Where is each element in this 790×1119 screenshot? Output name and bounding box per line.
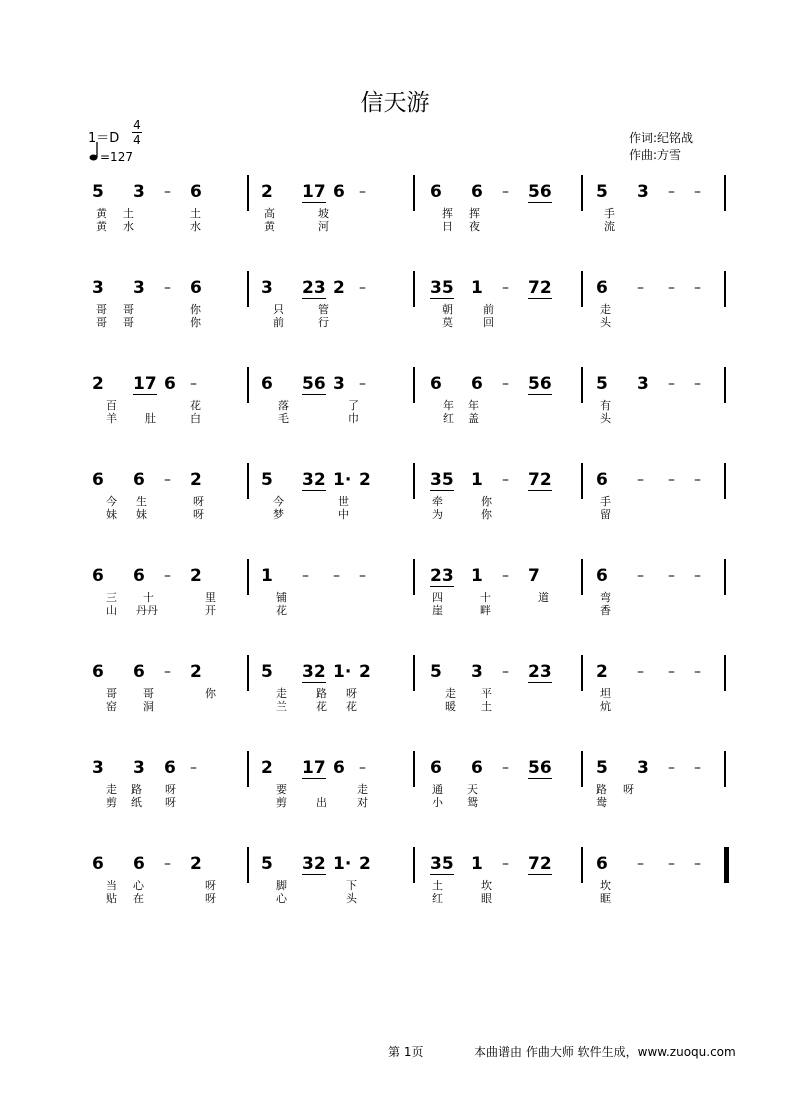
duration-dash: –	[668, 376, 675, 392]
note: 17	[302, 758, 326, 778]
lyric-syllable: 挥	[442, 207, 453, 220]
note: 6	[133, 470, 145, 490]
note: 32	[302, 854, 326, 874]
lyric-syllable: 落	[278, 399, 289, 412]
note: 6	[471, 758, 483, 778]
slur-layer	[0, 659, 790, 689]
note: 2	[190, 854, 202, 874]
lyric-syllable: 出	[316, 796, 327, 809]
lyric-syllable: 走	[445, 687, 456, 700]
note: 5	[261, 662, 273, 682]
slur-layer	[0, 851, 790, 881]
lyric-syllable: 你	[481, 508, 492, 521]
note: 72	[528, 470, 552, 490]
lyric-syllable: 暖	[445, 700, 456, 713]
lyric-syllable: 呀	[346, 687, 357, 700]
note: 17	[302, 182, 326, 202]
note: 1	[471, 854, 483, 874]
lyric-syllable: 十	[143, 591, 154, 604]
note: 6	[190, 182, 202, 202]
note: 5	[92, 182, 104, 202]
note: 2	[596, 662, 608, 682]
note: 56	[528, 182, 552, 202]
note: 6	[333, 182, 345, 202]
duration-dash: –	[502, 280, 509, 296]
note: 3	[637, 182, 649, 202]
lyric-syllable: 眼	[481, 892, 492, 905]
lyric-syllable: 坎	[600, 879, 611, 892]
lyric-syllable: 平	[481, 687, 492, 700]
lyric-syllable: 丹丹	[136, 604, 158, 617]
duration-dash: –	[637, 568, 644, 584]
note: 72	[528, 278, 552, 298]
duration-dash: –	[359, 376, 366, 392]
duration-dash: –	[668, 184, 675, 200]
lyric-syllable: 心	[276, 892, 287, 905]
lyric-syllable: 弯	[600, 591, 611, 604]
note: 3	[133, 758, 145, 778]
lyric-syllable: 香	[600, 604, 611, 617]
lyric-syllable: 头	[346, 892, 357, 905]
lyric-syllable: 哥	[123, 316, 134, 329]
note: 6	[133, 854, 145, 874]
lyric-syllable: 巾	[348, 412, 359, 425]
lyric-syllable: 河	[318, 220, 329, 233]
lyric-syllable: 白	[190, 412, 201, 425]
key-signature: 1＝D	[88, 131, 120, 146]
duration-dash: –	[668, 568, 675, 584]
note: 5	[261, 470, 273, 490]
lyric-syllable: 黄	[96, 220, 107, 233]
lyric-syllable: 在	[133, 892, 144, 905]
quarter-note-icon	[88, 140, 102, 162]
lyric-syllable: 路	[316, 687, 327, 700]
lyric-syllable: 坎	[481, 879, 492, 892]
lyric-syllable: 呀	[205, 892, 216, 905]
duration-dash: –	[694, 376, 701, 392]
duration-dash: –	[694, 760, 701, 776]
duration-dash: –	[190, 760, 197, 776]
lyric-syllable: 崖	[432, 604, 443, 617]
lyric-syllable: 红	[443, 412, 454, 425]
note: 2	[359, 662, 371, 682]
lyric-syllable: 土	[481, 700, 492, 713]
note: 3	[133, 182, 145, 202]
lyric-syllable: 花	[346, 700, 357, 713]
lyric-syllable: 黄	[96, 207, 107, 220]
lyric-syllable: 路	[131, 783, 142, 796]
duration-dash: –	[502, 472, 509, 488]
lyric-syllable: 天	[467, 783, 478, 796]
lyric-syllable: 前	[273, 316, 284, 329]
note: 2	[190, 470, 202, 490]
duration-dash: –	[668, 664, 675, 680]
lyric-syllable: 畔	[480, 604, 491, 617]
lyric-syllable: 世	[338, 495, 349, 508]
lyric-syllable: 剪	[106, 796, 117, 809]
note: 7	[528, 566, 540, 586]
lyric-syllable: 今	[106, 495, 117, 508]
note: 6	[164, 374, 176, 394]
note: 6	[190, 278, 202, 298]
lyric-syllable: 肚	[145, 412, 156, 425]
note: 3	[92, 758, 104, 778]
duration-dash: –	[694, 184, 701, 200]
duration-dash: –	[359, 184, 366, 200]
lyric-syllable: 生	[136, 495, 147, 508]
lyric-syllable: 洞	[143, 700, 154, 713]
note: 23	[528, 662, 552, 682]
lyric-syllable: 盖	[468, 412, 479, 425]
note: 2	[359, 470, 371, 490]
duration-dash: –	[668, 280, 675, 296]
slur-layer	[0, 467, 790, 497]
lyric-syllable: 开	[205, 604, 216, 617]
duration-dash: –	[502, 184, 509, 200]
note: 6	[92, 566, 104, 586]
note: 3	[637, 374, 649, 394]
lyric-syllable: 行	[318, 316, 329, 329]
lyric-syllable: 呀	[193, 508, 204, 521]
note: 23	[302, 278, 326, 298]
lyric-syllable: 山	[106, 604, 117, 617]
slur-layer	[0, 563, 790, 593]
duration-dash: –	[694, 280, 701, 296]
lyric-syllable: 窑	[106, 700, 117, 713]
lyric-syllable: 毛	[278, 412, 289, 425]
lyric-syllable: 莫	[442, 316, 453, 329]
lyric-syllable: 你	[190, 303, 201, 316]
note: 6	[261, 374, 273, 394]
lyric-syllable: 今	[273, 495, 284, 508]
note: 6	[471, 182, 483, 202]
lyric-syllable: 黄	[264, 220, 275, 233]
note: 6	[164, 758, 176, 778]
note: 35	[430, 278, 454, 298]
note: 1	[471, 470, 483, 490]
duration-dash: –	[164, 280, 171, 296]
note: 6	[596, 566, 608, 586]
lyric-syllable: 要	[276, 783, 287, 796]
lyric-syllable: 十	[480, 591, 491, 604]
duration-dash: –	[164, 568, 171, 584]
lyric-syllable: 呀	[623, 783, 634, 796]
note: 17	[133, 374, 157, 394]
duration-dash: –	[694, 664, 701, 680]
note: 6	[430, 374, 442, 394]
lyric-syllable: 鸯	[596, 796, 607, 809]
duration-dash: –	[637, 856, 644, 872]
lyric-syllable: 妹	[106, 508, 117, 521]
lyric-syllable: 年	[468, 399, 479, 412]
duration-dash: –	[190, 376, 197, 392]
lyric-syllable: 呀	[165, 796, 176, 809]
page-number: 第 1页	[388, 1045, 424, 1059]
note: 6	[596, 278, 608, 298]
lyric-syllable: 水	[123, 220, 134, 233]
duration-dash: –	[502, 664, 509, 680]
note: 1	[471, 278, 483, 298]
note: 32	[302, 662, 326, 682]
note: 2	[190, 662, 202, 682]
lyric-syllable: 心	[133, 879, 144, 892]
lyric-syllable: 高	[264, 207, 275, 220]
lyric-syllable: 挥	[469, 207, 480, 220]
lyric-syllable: 四	[432, 591, 443, 604]
note: 3	[471, 662, 483, 682]
note: 2	[333, 278, 345, 298]
note: 3	[92, 278, 104, 298]
lyric-syllable: 眶	[600, 892, 611, 905]
lyric-syllable: 年	[443, 399, 454, 412]
time-signature-bottom: 4	[133, 133, 141, 147]
tempo-value: =127	[100, 150, 133, 164]
note: 6	[596, 470, 608, 490]
note: 3	[261, 278, 273, 298]
lyric-syllable: 走	[357, 783, 368, 796]
duration-dash: –	[668, 472, 675, 488]
lyric-syllable: 有	[600, 399, 611, 412]
duration-dash: –	[637, 664, 644, 680]
duration-dash: –	[637, 280, 644, 296]
note: 72	[528, 854, 552, 874]
lyric-syllable: 只	[273, 303, 284, 316]
lyric-syllable: 土	[432, 879, 443, 892]
duration-dash: –	[668, 856, 675, 872]
lyric-syllable: 兰	[276, 700, 287, 713]
lyric-syllable: 流	[604, 220, 615, 233]
note: 1	[261, 566, 273, 586]
lyric-syllable: 前	[483, 303, 494, 316]
lyric-syllable: 中	[338, 508, 349, 521]
note: 56	[302, 374, 326, 394]
duration-dash: –	[694, 472, 701, 488]
lyric-syllable: 三	[106, 591, 117, 604]
lyric-syllable: 哥	[96, 316, 107, 329]
lyric-syllable: 花	[190, 399, 201, 412]
note: 3	[333, 374, 345, 394]
lyric-syllable: 当	[106, 879, 117, 892]
duration-dash: –	[359, 568, 366, 584]
lyric-syllable: 哥	[143, 687, 154, 700]
note: 6	[133, 662, 145, 682]
note: 6	[430, 182, 442, 202]
note: 1·	[333, 470, 352, 490]
song-title: 信天游	[360, 90, 430, 116]
lyric-syllable: 头	[600, 412, 611, 425]
duration-dash: –	[164, 856, 171, 872]
time-signature	[132, 119, 142, 146]
lyric-syllable: 百	[106, 399, 117, 412]
note: 2	[261, 758, 273, 778]
lyric-syllable: 炕	[600, 700, 611, 713]
duration-dash: –	[502, 856, 509, 872]
note: 6	[133, 566, 145, 586]
lyric-syllable: 花	[276, 604, 287, 617]
duration-dash: –	[502, 760, 509, 776]
lyric-syllable: 了	[348, 399, 359, 412]
lyric-syllable: 道	[538, 591, 549, 604]
duration-dash: –	[694, 856, 701, 872]
slur-layer	[0, 755, 790, 785]
lyric-syllable: 留	[600, 508, 611, 521]
duration-dash: –	[359, 280, 366, 296]
note: 35	[430, 854, 454, 874]
duration-dash: –	[164, 184, 171, 200]
note: 6	[471, 374, 483, 394]
note: 1·	[333, 854, 352, 874]
lyric-syllable: 妹	[136, 508, 147, 521]
slur-layer	[0, 371, 790, 401]
lyric-syllable: 你	[481, 495, 492, 508]
lyric-syllable: 哥	[106, 687, 117, 700]
lyric-syllable: 回	[483, 316, 494, 329]
lyric-syllable: 通	[432, 783, 443, 796]
lyric-syllable: 呀	[165, 783, 176, 796]
lyric-syllable: 纸	[131, 796, 142, 809]
note: 35	[430, 470, 454, 490]
lyric-syllable: 剪	[276, 796, 287, 809]
time-signature-top: 4	[133, 118, 141, 132]
note: 6	[430, 758, 442, 778]
note: 5	[430, 662, 442, 682]
lyric-syllable: 小	[432, 796, 443, 809]
lyric-syllable: 坦	[600, 687, 611, 700]
lyric-syllable: 你	[205, 687, 216, 700]
lyric-syllable: 水	[190, 220, 201, 233]
slur-layer	[0, 275, 790, 305]
lyric-syllable: 羊	[106, 412, 117, 425]
generator-note: 本曲谱由 作曲大师 软件生成，www.zuoqu.com	[474, 1045, 736, 1059]
lyric-syllable: 手	[604, 207, 615, 220]
note: 3	[133, 278, 145, 298]
lyric-syllable: 梦	[273, 508, 284, 521]
lyric-syllable: 日	[442, 220, 453, 233]
lyric-syllable: 走	[276, 687, 287, 700]
lyric-syllable: 呀	[205, 879, 216, 892]
note: 1·	[333, 662, 352, 682]
lyric-syllable: 土	[190, 207, 201, 220]
note: 6	[333, 758, 345, 778]
lyric-syllable: 哥	[96, 303, 107, 316]
note: 2	[261, 182, 273, 202]
note: 2	[359, 854, 371, 874]
duration-dash: –	[502, 568, 509, 584]
lyric-syllable: 铺	[276, 591, 287, 604]
duration-dash: –	[668, 760, 675, 776]
note: 6	[596, 854, 608, 874]
lyric-syllable: 脚	[276, 879, 287, 892]
lyric-syllable: 呀	[193, 495, 204, 508]
lyric-syllable: 头	[600, 316, 611, 329]
duration-dash: –	[302, 568, 309, 584]
lyric-syllable: 手	[600, 495, 611, 508]
note: 56	[528, 374, 552, 394]
duration-dash: –	[164, 472, 171, 488]
lyric-syllable: 朝	[442, 303, 453, 316]
lyric-syllable: 哥	[123, 303, 134, 316]
duration-dash: –	[333, 568, 340, 584]
lyric-syllable: 坡	[318, 207, 329, 220]
lyric-syllable: 下	[346, 879, 357, 892]
lyric-syllable: 里	[205, 591, 216, 604]
slur-layer	[0, 179, 790, 209]
duration-dash: –	[164, 664, 171, 680]
duration-dash: –	[694, 568, 701, 584]
lyric-syllable: 夜	[469, 220, 480, 233]
note: 32	[302, 470, 326, 490]
note: 6	[92, 854, 104, 874]
duration-dash: –	[502, 376, 509, 392]
lyric-syllable: 鸳	[467, 796, 478, 809]
note: 5	[596, 758, 608, 778]
duration-dash: –	[637, 472, 644, 488]
note: 6	[92, 470, 104, 490]
lyric-syllable: 牵	[432, 495, 443, 508]
note: 1	[471, 566, 483, 586]
composer-credit: 作曲:方雪	[629, 148, 682, 162]
duration-dash: –	[359, 760, 366, 776]
lyricist-credit: 作词:纪铭战	[629, 131, 694, 145]
note: 2	[92, 374, 104, 394]
note: 3	[637, 758, 649, 778]
note: 5	[596, 374, 608, 394]
note: 2	[190, 566, 202, 586]
note: 56	[528, 758, 552, 778]
lyric-syllable: 走	[106, 783, 117, 796]
lyric-syllable: 红	[432, 892, 443, 905]
note: 5	[261, 854, 273, 874]
lyric-syllable: 路	[596, 783, 607, 796]
lyric-syllable: 贴	[106, 892, 117, 905]
lyric-syllable: 走	[600, 303, 611, 316]
lyric-syllable: 管	[318, 303, 329, 316]
lyric-syllable: 你	[190, 316, 201, 329]
note: 5	[596, 182, 608, 202]
lyric-syllable: 对	[357, 796, 368, 809]
lyric-syllable: 土	[123, 207, 134, 220]
tempo-marking	[88, 150, 133, 164]
lyric-syllable: 为	[432, 508, 443, 521]
note: 6	[92, 662, 104, 682]
lyric-syllable: 花	[316, 700, 327, 713]
note: 23	[430, 566, 454, 586]
